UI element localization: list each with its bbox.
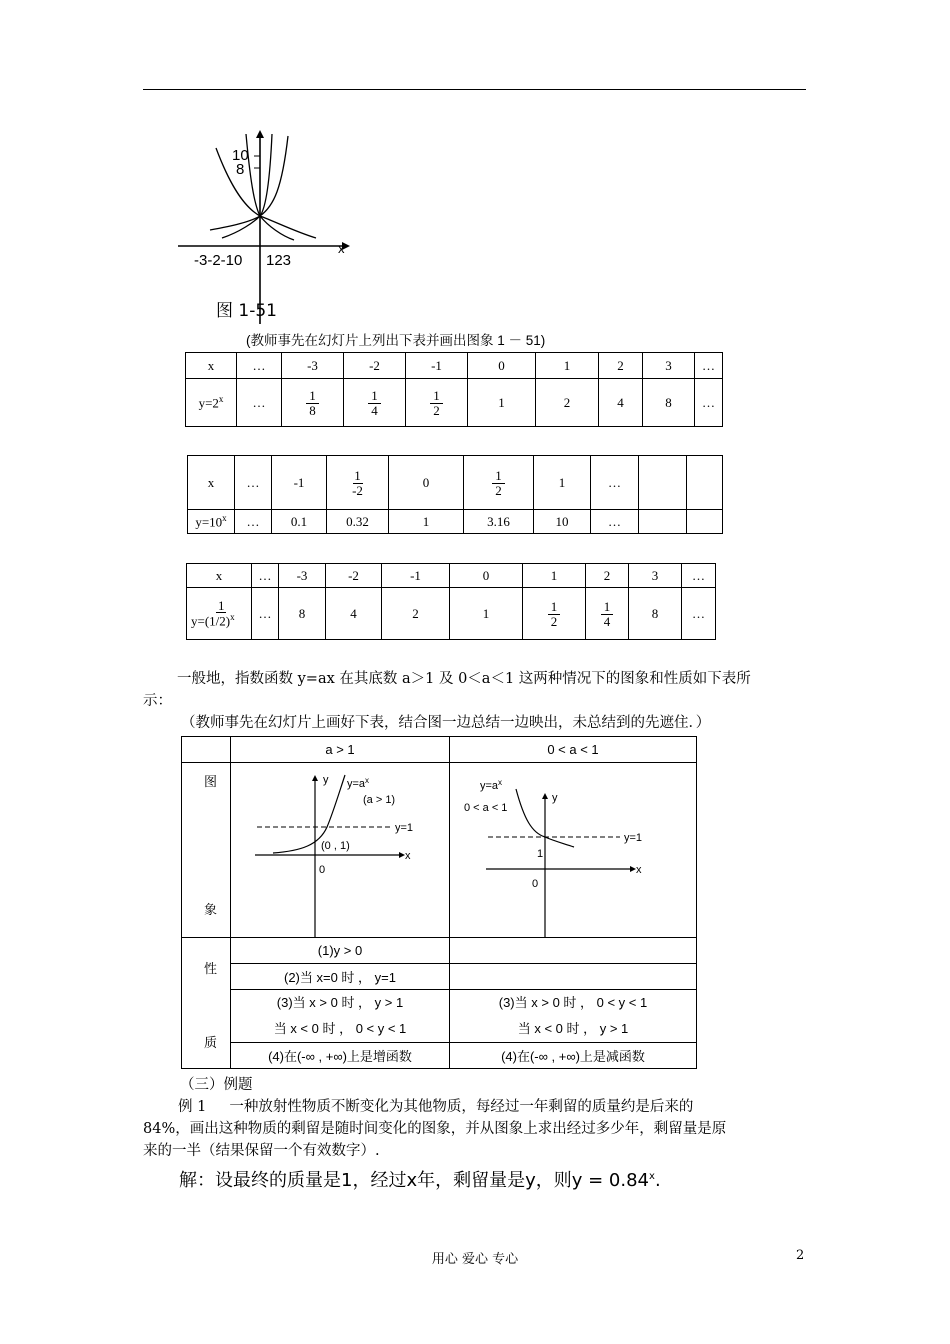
figure-y-label-8: 8	[236, 161, 245, 178]
cell	[639, 456, 687, 510]
svg-text:y=1: y=1	[624, 832, 643, 844]
figure-x-axis-label: x	[338, 241, 345, 256]
cell: …	[695, 353, 723, 379]
table-2-power-x	[185, 352, 723, 427]
svg-text:0 < a < 1: 0 < a < 1	[464, 802, 508, 814]
cell-fraction: $\frac{1}{2}$	[523, 588, 586, 640]
cell-fraction: $\frac{1}{-2}$	[327, 456, 389, 510]
cell: 0	[468, 353, 536, 379]
paragraph-note: （教师事先在幻灯片上画好下表，结合图一边总结一边映出，未总结到的先遮住．）	[181, 715, 711, 731]
cell-fraction: $\frac{1}{2}$	[464, 456, 534, 510]
cell: 1	[523, 564, 586, 588]
cell: x	[188, 456, 235, 510]
cell-fraction: $\frac{1}{8}$	[282, 379, 344, 427]
cell: 0	[389, 456, 464, 510]
figure-1-51	[170, 128, 360, 328]
cell: …	[252, 588, 279, 640]
svg-text:x: x	[636, 864, 642, 876]
example-line: 来的一半（结果保留一个有效数字）.	[143, 1143, 380, 1159]
cell: 0.32	[327, 510, 389, 534]
cell: 2	[599, 353, 643, 379]
cell: …	[235, 456, 272, 510]
table-10-power-x	[187, 455, 723, 534]
cell: -1	[382, 564, 450, 588]
prop-3-left: (3)当 x > 0 时 ， y > 1 当 x < 0 时 ， 0 < y < 1	[231, 990, 450, 1043]
paragraph-line: 示：	[143, 693, 172, 709]
cell: 2	[586, 564, 629, 588]
header-a-lt-1: 0 < a < 1	[450, 737, 697, 763]
cell: 2	[536, 379, 599, 427]
cell: …	[591, 510, 639, 534]
cell: …	[682, 588, 716, 640]
cell: -1	[406, 353, 468, 379]
cell	[687, 510, 723, 534]
cell: …	[591, 456, 639, 510]
cell: 1	[468, 379, 536, 427]
figure-x-labels-left: -3-2-10	[194, 252, 243, 269]
cell: 0	[450, 564, 523, 588]
cell: …	[237, 353, 282, 379]
svg-text:0: 0	[319, 864, 326, 876]
footer-text: 用心 爱心 专心	[431, 1252, 519, 1267]
example-line: 例 1 一种放射性物质不断变化为其他物质，每经过一年剩留的质量约是后来的	[178, 1099, 694, 1115]
label-graph: 图 象	[182, 763, 231, 938]
prop-2-right	[450, 964, 697, 990]
cell	[639, 510, 687, 534]
prop-4-right: (4)在(-∞ , +∞)上是减函数	[450, 1043, 697, 1069]
cell: -3	[279, 564, 326, 588]
cell: x	[186, 353, 237, 379]
cell: 1	[450, 588, 523, 640]
corner-cell	[182, 737, 231, 763]
prop-3-right: (3)当 x > 0 时 ， 0 < y < 1 当 x < 0 时 ， y > 1	[450, 990, 697, 1043]
cell-fraction: $\frac{1}{2}$	[406, 379, 468, 427]
cell: -2	[344, 353, 406, 379]
prop-1-left: (1)y > 0	[231, 938, 450, 964]
prop-1-right	[450, 938, 697, 964]
properties-table	[181, 736, 697, 1069]
cell: 8	[279, 588, 326, 640]
section-heading: （三）例题	[180, 1077, 253, 1093]
figure-y-label-10: 10	[232, 147, 249, 164]
row-label: $y=10^x$	[188, 510, 235, 534]
cell: 1	[534, 456, 591, 510]
header-rule	[143, 89, 806, 90]
cell: -2	[326, 564, 382, 588]
graph-increasing	[231, 763, 449, 937]
cell: 2	[382, 588, 450, 640]
header-a-gt-1: a > 1	[231, 737, 450, 763]
cell: 1	[389, 510, 464, 534]
svg-text:(0 , 1): (0 , 1)	[321, 840, 350, 852]
row-label: 1 $y=(1/2)^x$	[187, 588, 252, 640]
svg-text:y: y	[323, 774, 329, 786]
row-label: $y=2^x$	[186, 379, 237, 427]
figure-caption: 图 1-51	[216, 301, 277, 321]
cell-fraction: $\frac{1}{4}$	[344, 379, 406, 427]
svg-text:y=ax: $y=a^x$	[347, 776, 370, 790]
cell: 8	[629, 588, 682, 640]
example-line: 84%，画出这种物质的剩留是随时间变化的图象，并从图象上求出经过多少年，剩留量是原	[143, 1121, 727, 1137]
cell: 1	[536, 353, 599, 379]
cell: -3	[282, 353, 344, 379]
table-half-power-x	[186, 563, 716, 640]
cell: 3	[629, 564, 682, 588]
table-note: (教师事先在幻灯片上列出下表并画出图象 1 － 51)	[246, 333, 546, 348]
prop-2-left: (2)当 x=0 时 ， y=1	[231, 964, 450, 990]
cell: …	[235, 510, 272, 534]
cell-fraction: $\frac{1}{4}$	[586, 588, 629, 640]
prop-4-left: (4)在(-∞ , +∞)上是增函数	[231, 1043, 450, 1069]
cell: -1	[272, 456, 327, 510]
svg-text:1: 1	[537, 848, 544, 860]
svg-text:y: y	[552, 792, 558, 804]
graph-cell-increasing	[231, 763, 450, 938]
solution-line: 解：设最终的质量是1，经过x年，剩留量是y，则$y = 0.84^x$.	[179, 1170, 661, 1191]
cell: 10	[534, 510, 591, 534]
cell: 3	[643, 353, 695, 379]
cell: 4	[599, 379, 643, 427]
cell: 4	[326, 588, 382, 640]
cell: …	[252, 564, 279, 588]
figure-x-labels-right: 123	[266, 252, 292, 269]
svg-text:x: x	[405, 850, 411, 862]
cell: …	[695, 379, 723, 427]
svg-text:y=ax: $y=a^x$	[480, 778, 503, 792]
cell: x	[187, 564, 252, 588]
cell	[687, 456, 723, 510]
cell: …	[682, 564, 716, 588]
graph-cell-decreasing	[450, 763, 697, 938]
cell: 0.1	[272, 510, 327, 534]
page-number: 2	[796, 1248, 805, 1263]
cell: 8	[643, 379, 695, 427]
svg-text:y=1: y=1	[395, 822, 414, 834]
cell: 3.16	[464, 510, 534, 534]
label-properties: 性 质	[182, 938, 231, 1069]
cell: …	[237, 379, 282, 427]
svg-text:(a > 1): (a > 1)	[363, 794, 396, 806]
paragraph-line: 一般地，指数函数 y=ax 在其底数 a＞1 及 0＜a＜1 这两种情况下的图象和性质如下表所	[177, 671, 751, 687]
svg-text:0: 0	[532, 878, 539, 890]
graph-decreasing	[450, 763, 696, 937]
